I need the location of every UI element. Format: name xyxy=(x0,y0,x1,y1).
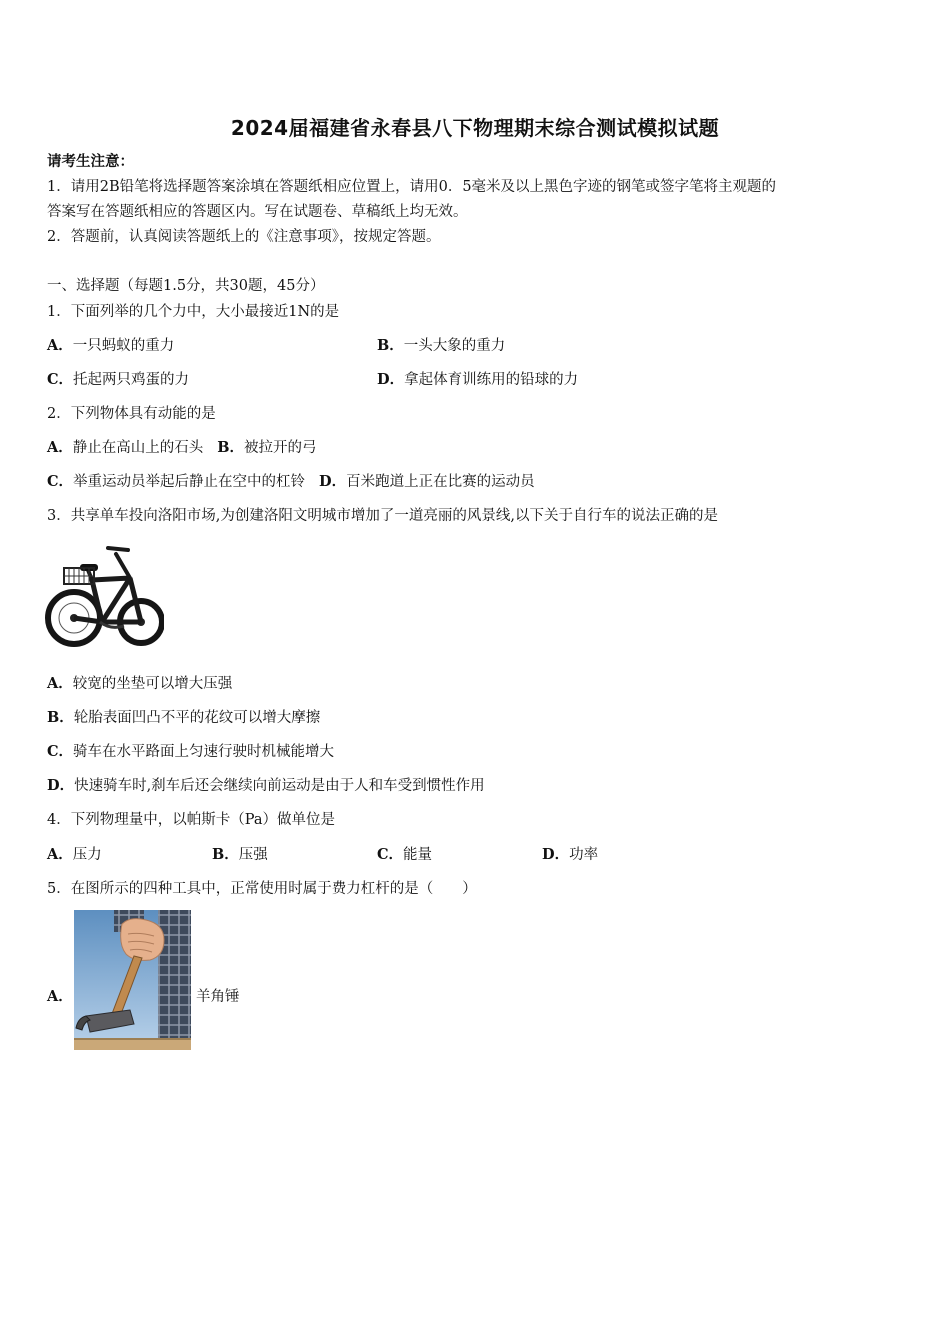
option-text: 轮胎表面凹凸不平的花纹可以增大摩擦 xyxy=(73,710,321,726)
q4-option-c xyxy=(377,845,432,865)
question-4-stem: 4．下列物理量中，以帕斯卡（Pa）做单位是 xyxy=(47,812,335,828)
notice-line-3: 2．答题前，认真阅读答题纸上的《注意事项》，按规定答题。 xyxy=(47,229,441,245)
notice-heading: 请考生注意： xyxy=(47,153,134,170)
q1-option-c xyxy=(47,370,189,390)
option-letter: D． xyxy=(377,371,405,388)
question-5-stem: 5．在图所示的四种工具中，正常使用时属于费力杠杆的是（ ） xyxy=(47,881,477,897)
q4-option-a xyxy=(47,845,102,865)
option-letter: B． xyxy=(212,846,239,863)
option-text: 托起两只鸡蛋的力 xyxy=(73,372,190,388)
q4-option-b xyxy=(212,845,268,865)
q2-options-ab xyxy=(47,438,317,458)
claw-hammer-icon xyxy=(74,910,191,1050)
q5-option-a-letter: A． xyxy=(47,988,73,1005)
q3-option-b xyxy=(47,708,320,728)
option-letter: D． xyxy=(542,846,570,863)
option-text: 一头大象的重力 xyxy=(403,338,506,354)
bicycle-icon xyxy=(44,540,164,656)
bicycle-image xyxy=(44,540,164,656)
question-1-stem: 1．下面列举的几个力中，大小最接近1N的是 xyxy=(47,304,340,320)
option-text: 压力 xyxy=(72,847,102,863)
option-letter: B． xyxy=(377,337,404,354)
section-heading: 一、选择题（每题1.5分，共30题，45分） xyxy=(47,278,325,294)
q4-option-d xyxy=(542,845,598,865)
option-text: 能量 xyxy=(403,847,433,863)
q1-option-d xyxy=(377,370,578,390)
option-text: 举重运动员举起后静止在空中的杠铃 xyxy=(73,474,306,490)
q3-option-d xyxy=(47,776,485,796)
option-letter: A． xyxy=(47,675,73,692)
option-letter: A． xyxy=(47,337,73,354)
option-text: 功率 xyxy=(569,847,599,863)
q1-option-b xyxy=(377,336,505,356)
q1-option-a xyxy=(47,336,174,356)
option-text: 快速骑车时,刹车后还会继续向前运动是由于人和车受到惯性作用 xyxy=(74,778,485,794)
question-3-stem: 3．共享单车投向洛阳市场,为创建洛阳文明城市增加了一道亮丽的风景线,以下关于自行车的说法正确的是 xyxy=(47,508,718,524)
q3-option-c xyxy=(47,742,334,762)
option-text: 被拉开的弓 xyxy=(244,440,317,456)
option-letter: A． xyxy=(47,439,73,456)
page-title: 2024届福建省永春县八下物理期末综合测试模拟试题 xyxy=(230,116,720,140)
option-letter: C． xyxy=(377,846,404,863)
option-text: 拿起体育训练用的铅球的力 xyxy=(404,372,579,388)
option-letter: B． xyxy=(47,709,74,726)
question-2-stem: 2．下列物体具有动能的是 xyxy=(47,406,216,422)
notice-line-2: 答案写在答题纸相应的答题区内。写在试题卷、草稿纸上均无效。 xyxy=(47,204,468,220)
option-letter: C． xyxy=(47,743,74,760)
option-letter: D． xyxy=(319,473,347,490)
option-letter: A． xyxy=(47,846,73,863)
option-letter: C． xyxy=(47,473,74,490)
notice-line-1: 1．请用2B铅笔将选择题答案涂填在答题纸相应位置上，请用0．5毫米及以上黑色字迹的钢笔或签字笔将主观题的 xyxy=(47,179,777,195)
option-text: 静止在高山上的石头 xyxy=(72,440,204,456)
q5-option-a-text: 羊角锤 xyxy=(196,989,240,1005)
q2-options-cd xyxy=(47,472,535,492)
option-text: 百米跑道上正在比赛的运动员 xyxy=(346,474,535,490)
option-letter: D． xyxy=(47,777,75,794)
q3-option-a xyxy=(47,674,232,694)
option-text: 骑车在水平路面上匀速行驶时机械能增大 xyxy=(73,744,335,760)
option-text: 一只蚂蚁的重力 xyxy=(72,338,175,354)
option-text: 较宽的坐垫可以增大压强 xyxy=(72,676,233,692)
option-letter: B． xyxy=(217,439,245,456)
option-letter: C． xyxy=(47,371,74,388)
option-text: 压强 xyxy=(238,847,268,863)
hammer-image xyxy=(74,910,191,1050)
